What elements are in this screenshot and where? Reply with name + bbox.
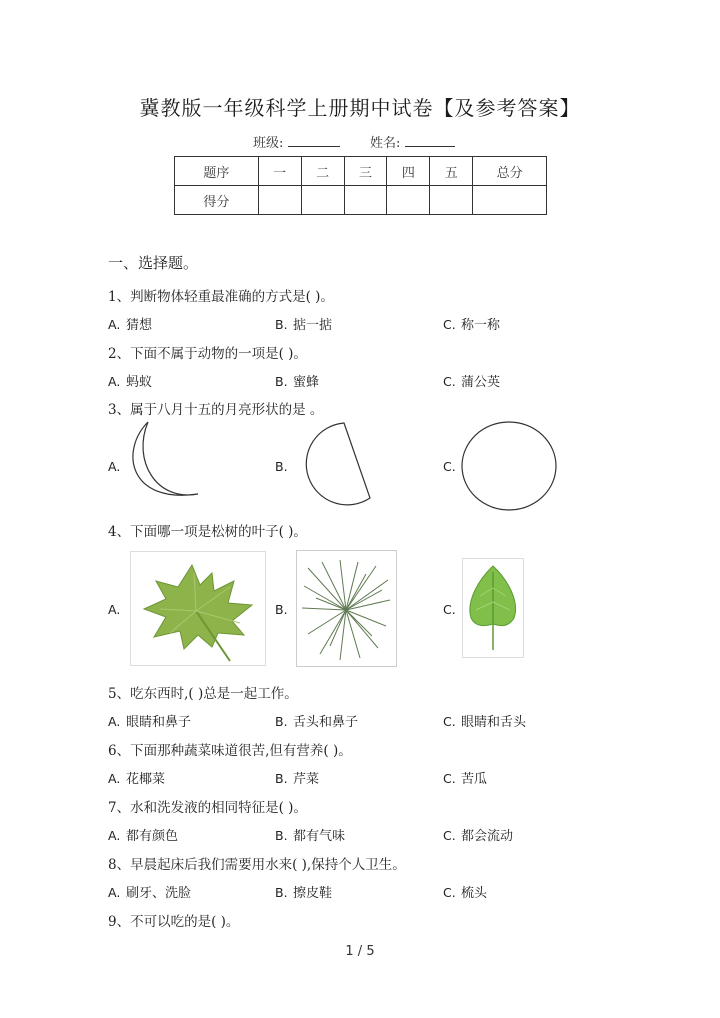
q1-option-c[interactable]: C. 称一称 [443,317,501,333]
section-heading: 一、选择题。 [108,254,199,272]
question-9: 9、不可以吃的是( )。 [108,914,240,930]
page-title: 冀教版一年级科学上册期中试卷【及参考答案】 [139,96,581,120]
q7-option-a[interactable]: A. 都有颜色 [108,828,179,844]
q6-option-a[interactable]: A. 花椰菜 [108,771,166,787]
name-field [370,132,455,151]
q2-option-a[interactable]: A. 蚂蚁 [108,374,153,390]
score-cell[interactable] [258,186,301,215]
question-2: 2、下面不属于动物的一项是( )。 [108,346,307,362]
q5-option-c[interactable]: C. 眼睛和舌头 [443,714,527,730]
class-field [253,132,340,151]
question-8: 8、早晨起床后我们需要用水来( ),保持个人卫生。 [108,857,406,873]
q5-option-a[interactable]: A. 眼睛和鼻子 [108,714,192,730]
q7-option-b[interactable]: B. 都有气味 [275,828,346,844]
score-header-cell: 三 [344,157,387,186]
score-cell[interactable] [301,186,344,215]
q3-option-c[interactable]: C. [443,459,456,474]
birch-leaf-icon [462,558,524,658]
full-moon-icon [460,420,558,512]
q8-option-c[interactable]: C. 梳头 [443,885,488,901]
score-header-cell: 一 [258,157,301,186]
score-cell[interactable] [473,186,547,215]
q1-option-b[interactable]: B. 掂一掂 [275,317,333,333]
q1-option-a[interactable]: A. 猜想 [108,317,153,333]
score-header-cell: 总分 [473,157,547,186]
score-header-cell: 二 [301,157,344,186]
score-cell[interactable] [387,186,430,215]
q4-option-c[interactable]: C. [443,602,456,617]
score-cell[interactable] [430,186,473,215]
q3-option-a[interactable]: A. [108,459,121,474]
q8-option-a[interactable]: A. 刷牙、洗脸 [108,885,192,901]
pine-needles-icon [296,550,397,667]
question-7: 7、水和洗发液的相同特征是( )。 [108,800,307,816]
question-6: 6、下面那种蔬菜味道很苦,但有营养( )。 [108,743,352,759]
q6-option-c[interactable]: C. 苦瓜 [443,771,488,787]
q2-option-c[interactable]: C. 蒲公英 [443,374,501,390]
score-cell[interactable] [344,186,387,215]
question-4: 4、下面哪一项是松树的叶子( )。 [108,524,307,540]
name-label: 姓名: [370,136,401,151]
score-row-label: 得分 [175,186,259,215]
gibbous-moon-icon [292,420,374,508]
score-header-cell: 题序 [175,157,259,186]
question-5: 5、吃东西时,( )总是一起工作。 [108,686,298,702]
score-header-cell: 四 [387,157,430,186]
score-header-cell: 五 [430,157,473,186]
crescent-moon-icon [126,420,206,502]
q8-option-b[interactable]: B. 擦皮鞋 [275,885,333,901]
score-table [174,156,547,215]
class-blank[interactable] [288,134,340,147]
q4-option-a[interactable]: A. [108,602,121,617]
question-3: 3、属于八月十五的月亮形状的是 。 [108,402,324,418]
q7-option-c[interactable]: C. 都会流动 [443,828,514,844]
class-label: 班级: [253,136,284,151]
question-1: 1、判断物体轻重最准确的方式是( )。 [108,289,334,305]
q6-option-b[interactable]: B. 芹菜 [275,771,320,787]
page-number: 1 / 5 [345,944,375,959]
score-table-score-row [175,186,547,215]
score-table-header-row [175,157,547,186]
q4-option-b[interactable]: B. [275,602,288,617]
maple-leaf-icon [130,551,266,666]
q5-option-b[interactable]: B. 舌头和鼻子 [275,714,359,730]
q2-option-b[interactable]: B. 蜜蜂 [275,374,320,390]
name-blank[interactable] [405,134,455,147]
q3-option-b[interactable]: B. [275,459,288,474]
